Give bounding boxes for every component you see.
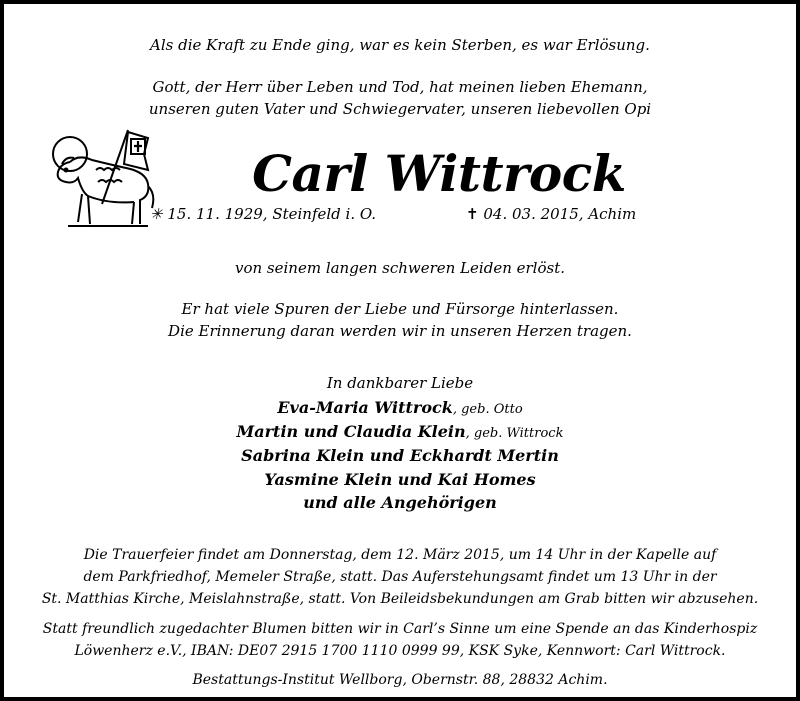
mourner: Yasmine Klein und Kai Homes (264, 470, 536, 489)
intro-line: Gott, der Herr über Leben und Tod, hat meinen lieben Ehemann, (152, 78, 648, 96)
asterisk-icon: ✳ (150, 205, 163, 223)
donation-line: Statt freundlich zugedachter Blumen bitten wir in Carl’s Sinne um eine Spende an das Kinderhospiz (42, 621, 758, 637)
mourner: Eva-Maria Wittrock, geb. Otto (277, 398, 523, 417)
mourner: Martin und Claudia Klein, geb. Wittrock (236, 422, 564, 441)
service-line: Die Trauerfeier findet am Donnerstag, dem 12. März 2015, um 14 Uhr in der Kapelle auf (83, 547, 717, 563)
motto: Als die Kraft zu Ende ging, war es kein Sterben, es war Erlösung. (150, 36, 650, 54)
cross-icon: ✝ (466, 205, 479, 223)
donation-line: Löwenherz e.V., IBAN: DE07 2915 1700 1110 0999 99, KSK Syke, Kennwort: Carl Wittrock. (74, 643, 726, 659)
intro-line: unseren guten Vater und Schwiegervater, unseren liebevollen Opi (148, 100, 652, 118)
mourner: Sabrina Klein und Eckhardt Mertin (241, 446, 559, 465)
lamb-of-god-icon (48, 124, 158, 234)
tribute-line: Die Erinnerung daran werden wir in unseren Herzen tragen. (168, 322, 632, 340)
birth-date: ✳ 15. 11. 1929, Steinfeld i. O. (150, 205, 377, 223)
service-line: St. Matthias Kirche, Meislahnstraße, statt. Von Beileidsbekundungen am Grab bitten wir abzusehen. (41, 591, 759, 607)
mourner: und alle Angehörigen (303, 493, 497, 512)
mourners-intro: In dankbarer Liebe (326, 374, 474, 392)
released-line: von seinem langen schweren Leiden erlöst. (234, 259, 565, 277)
deceased-name: Carl Wittrock (252, 144, 626, 203)
funeral-home: Bestattungs-Institut Wellborg, Obernstr. 88, 28832 Achim. (192, 672, 608, 688)
tribute-line: Er hat viele Spuren der Liebe und Fürsorge hinterlassen. (181, 300, 619, 318)
service-line: dem Parkfriedhof, Memeler Straße, statt. Das Auferstehungsamt findet um 13 Uhr in der (83, 569, 717, 585)
death-date: ✝ 04. 03. 2015, Achim (466, 205, 637, 223)
